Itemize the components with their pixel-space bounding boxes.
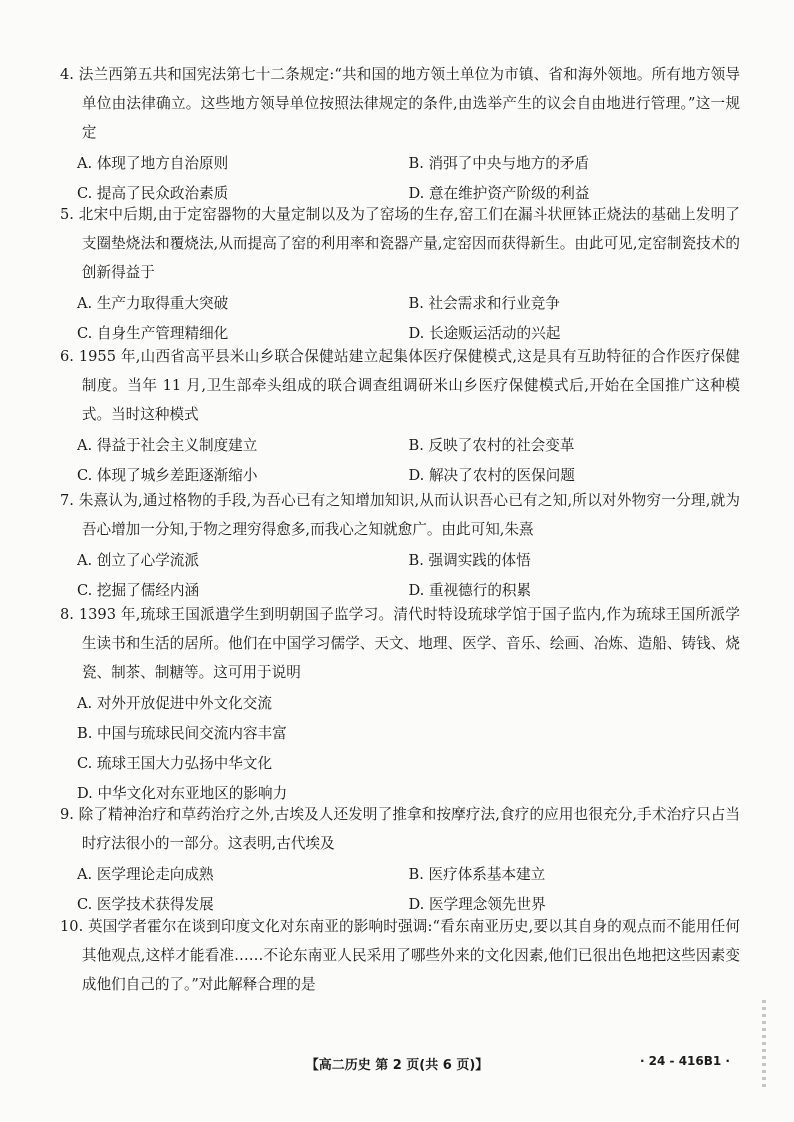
option-d: D. 解决了农村的医保问题 <box>408 466 575 484</box>
option-c: C. 琉球王国大力弘扬中华文化 <box>77 754 273 772</box>
question-7-options <box>60 544 740 604</box>
option-c: C. 挖掘了儒经内涵 <box>77 581 200 599</box>
question-8-options <box>60 687 740 807</box>
question-7-stem: 7. 朱熹认为,通过格物的手段,为吾心已有之知增加知识,从而认识吾心已有之知,所以对外物穷一分理,就为吾心增加一分知,于物之理穷得愈多,而我心之知就愈广。由此可知,朱熹 <box>60 492 740 538</box>
option-a: A. 对外开放促进中外文化交流 <box>77 694 272 712</box>
option-c: C. 提高了民众政治素质 <box>77 184 229 202</box>
question-8-stem: 8. 1393 年,琉球王国派遣学生到明朝国子监学习。清代时特设琉球学馆于国子监内,作为琉球王国所派学生读书和生活的居所。他们在中国学习儒学、天文、地理、医学、音乐、绘画、冶炼、造船、铸钱、烧瓷、制茶、制糖等。这可用于说明 <box>60 606 740 681</box>
question-8 <box>60 600 740 807</box>
question-4-stem: 4. 法兰西第五共和国宪法第七十二条规定:“共和国的地方领土单位为市镇、省和海外领地。所有地方领导单位由法律确立。这些地方领导单位按照法律规定的条件,由选举产生的议会自由地进行管理。”这一规定 <box>60 66 740 141</box>
option-d: D. 医学理念领先世界 <box>408 895 546 913</box>
option-c: C. 医学技术获得发展 <box>77 895 214 913</box>
question-6-options <box>60 429 740 489</box>
question-6-stem: 6. 1955 年,山西省高平县米山乡联合保健站建立起集体医疗保健模式,这是具有互助特征的合作医疗保健制度。当年 11 月,卫生部牵头组成的联合调查组调研米山乡医疗保健模式后,开始在全国推广这种模式。当时这种模式 <box>60 348 740 423</box>
question-6 <box>60 342 740 489</box>
option-d: D. 意在维护资产阶级的利益 <box>408 184 590 202</box>
option-a: A. 得益于社会主义制度建立 <box>77 436 258 454</box>
question-10 <box>60 912 740 999</box>
page-footer <box>0 1054 794 1078</box>
footer-page-info: 【高二历史 第 2 页(共 6 页)】 <box>305 1058 489 1073</box>
option-b: B. 中国与琉球民间交流内容丰富 <box>77 724 287 742</box>
option-b: B. 强调实践的体悟 <box>408 551 531 569</box>
question-7 <box>60 486 740 604</box>
question-9-stem: 9. 除了精神治疗和草药治疗之外,古埃及人还发明了推拿和按摩疗法,食疗的应用也很充分,手术治疗只占当时疗法很小的一部分。这表明,古代埃及 <box>60 806 740 852</box>
option-b: B. 医疗体系基本建立 <box>408 865 546 883</box>
option-b: B. 消弭了中央与地方的矛盾 <box>408 154 590 172</box>
option-a: A. 创立了心学流派 <box>77 551 199 569</box>
option-b: B. 反映了农村的社会变革 <box>408 436 575 454</box>
question-9-options <box>60 858 740 918</box>
option-d: D. 长途贩运活动的兴起 <box>408 324 561 342</box>
question-5 <box>60 200 740 347</box>
question-5-options <box>60 287 740 347</box>
question-10-stem: 10. 英国学者霍尔在谈到印度文化对东南亚的影响时强调:“看东南亚历史,要以其自身的观点而不能用任何其他观点,这样才能看准……不论东南亚人民采用了哪些外来的文化因素,他们已很出色地把这些因素变成他们自己的了。”对此解释合理的是 <box>60 918 740 993</box>
option-d: D. 重视德行的积累 <box>408 581 532 599</box>
option-a: A. 医学理论走向成熟 <box>77 865 214 883</box>
question-4-options <box>60 147 740 207</box>
option-b: B. 社会需求和行业竞争 <box>408 294 560 312</box>
option-a: A. 体现了地方自治原则 <box>77 154 229 172</box>
option-d: D. 中华文化对东亚地区的影响力 <box>77 784 288 802</box>
option-c: C. 体现了城乡差距逐渐缩小 <box>77 466 258 484</box>
option-c: C. 自身生产管理精细化 <box>77 324 229 342</box>
option-a: A. 生产力取得重大突破 <box>77 294 229 312</box>
footer-exam-code: · 24 - 416B1 · <box>639 1054 730 1068</box>
question-5-stem: 5. 北宋中后期,由于定窑器物的大量定制以及为了窑场的生存,窑工们在漏斗状匣钵正烧法的基础上发明了支圈垫烧法和覆烧法,从而提高了窑的利用率和瓷器产量,定窑因而获得新生。由此可见,定窑制瓷技术的创新得益于 <box>60 206 740 281</box>
question-9 <box>60 800 740 918</box>
question-4 <box>60 60 740 207</box>
